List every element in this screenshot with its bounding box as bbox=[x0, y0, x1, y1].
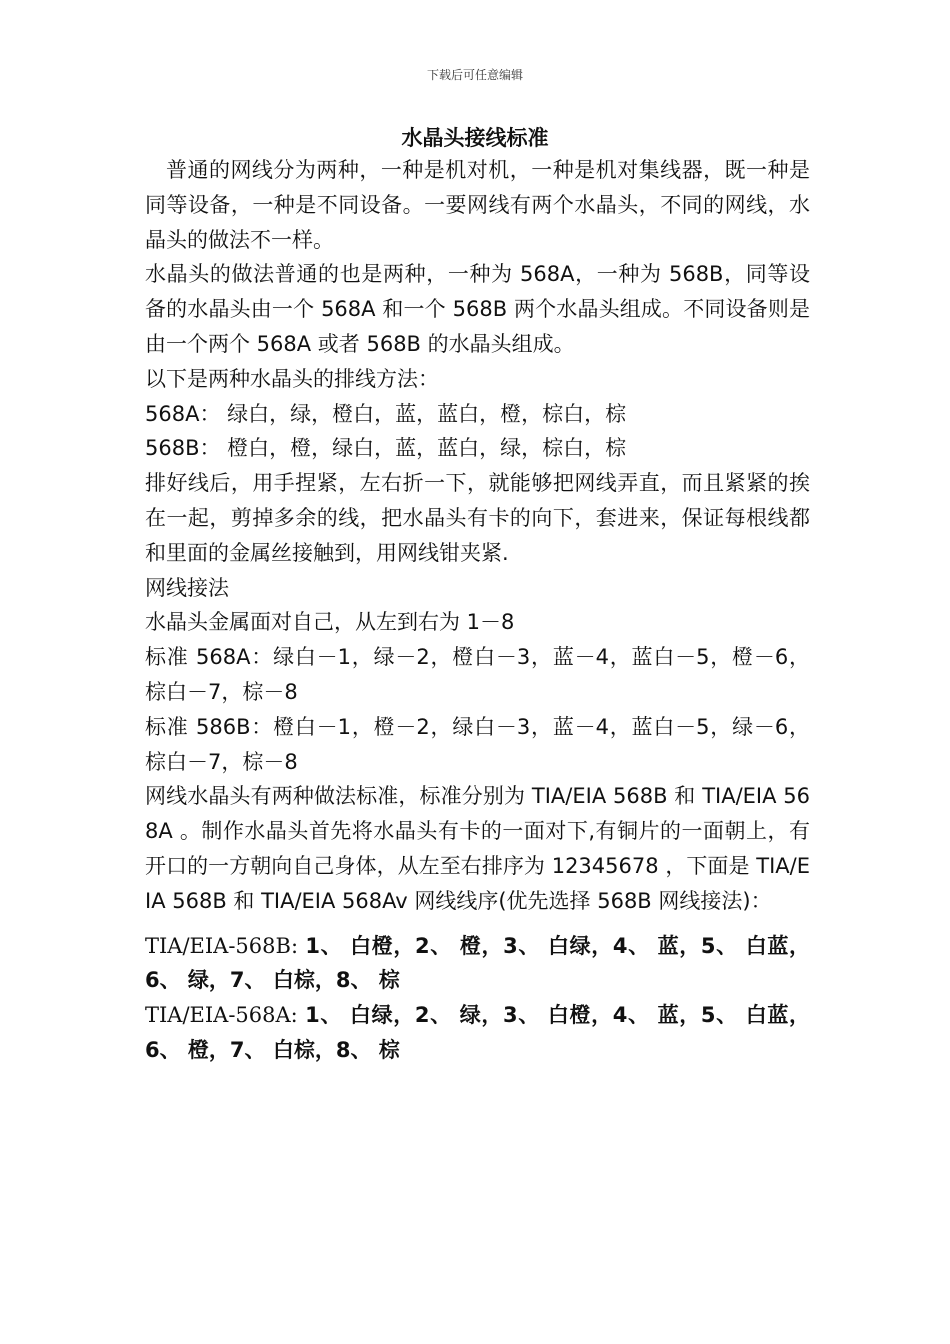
standard-label: TIA/EIA-568B: bbox=[145, 933, 299, 958]
paragraph-standard-586b: 标准 586B：橙白－1，橙－2，绿白－3，蓝－4，蓝白－5，绿－6，棕白－7，棕－8 bbox=[145, 714, 810, 774]
standard-line-568b bbox=[145, 929, 810, 999]
paragraph-tia-eia-description: 网线水晶头有两种做法标准，标准分别为 TIA/EIA 568B 和 TIA/EIA 568A 。制作水晶头首先将水晶头有卡的一面对下,有铜片的一面朝上，有开口的一方朝向自己身体，从左至右排序为 12345678 ，下面是 TIA/EIA 568B 和 TIA/EIA 568Av 网线线序(优先选择 568B 网线接法)： bbox=[145, 784, 810, 913]
standard-sequence: 1、 白橙，2、 橙，3、 白绿，4、 蓝，5、 白蓝，6、 绿，7、 白棕，8、 棕 bbox=[145, 933, 810, 993]
paragraph-568b-order: 568B： 橙白，橙，绿白，蓝，蓝白，绿，棕白，棕 bbox=[145, 436, 627, 461]
paragraph-wiring-heading: 网线接法 bbox=[145, 575, 229, 600]
paragraph-intro: 普通的网线分为两种，一种是机对机，一种是机对集线器，既一种是同等设备，一种是不同设备。一要网线有两个水晶头，不同的网线，水晶头的做法不一样。 bbox=[145, 158, 810, 252]
paragraph-pin-order: 水晶头金属面对自己，从左到右为 1－8 bbox=[145, 610, 515, 635]
standard-sequence: 1、 白绿，2、 绿，3、 白橙，4、 蓝，5、 白蓝，6、 橙，7、 白棕，8、 棕 bbox=[145, 1003, 810, 1062]
standard-label: TIA/EIA-568A: bbox=[145, 1003, 298, 1028]
paragraph-crimp-instructions: 排好线后，用手捏紧，左右折一下，就能够把网线弄直，而且紧紧的挨在一起，剪掉多余的线，把水晶头有卡的向下，套进来，保证每根线都和里面的金属丝接触到，用网线钳夹紧. bbox=[145, 471, 810, 565]
document-body bbox=[145, 153, 810, 1068]
header-note: 下载后可任意编辑 bbox=[426, 68, 523, 82]
spacer bbox=[145, 919, 810, 929]
paragraph-standard-568a: 标准 568A：绿白－1，绿－2，橙白－3，蓝－4，蓝白－5，橙－6，棕白－7，棕－8 bbox=[145, 645, 810, 704]
paragraph-568a-order: 568A： 绿白，绿，橙白，蓝，蓝白，橙，棕白，棕 bbox=[145, 401, 627, 426]
paragraph-methods: 水晶头的做法普通的也是两种，一种为 568A，一种为 568B，同等设备的水晶头由一个 568A 和一个 568B 两个水晶头组成。不同设备则是由一个两个 568A 或者 568B 的水晶头组成。 bbox=[145, 262, 810, 356]
standard-line-568a bbox=[145, 998, 810, 1068]
paragraph-arrangement-heading: 以下是两种水晶头的排线方法： bbox=[145, 366, 439, 391]
document-title: 水晶头接线标准 bbox=[401, 126, 549, 150]
